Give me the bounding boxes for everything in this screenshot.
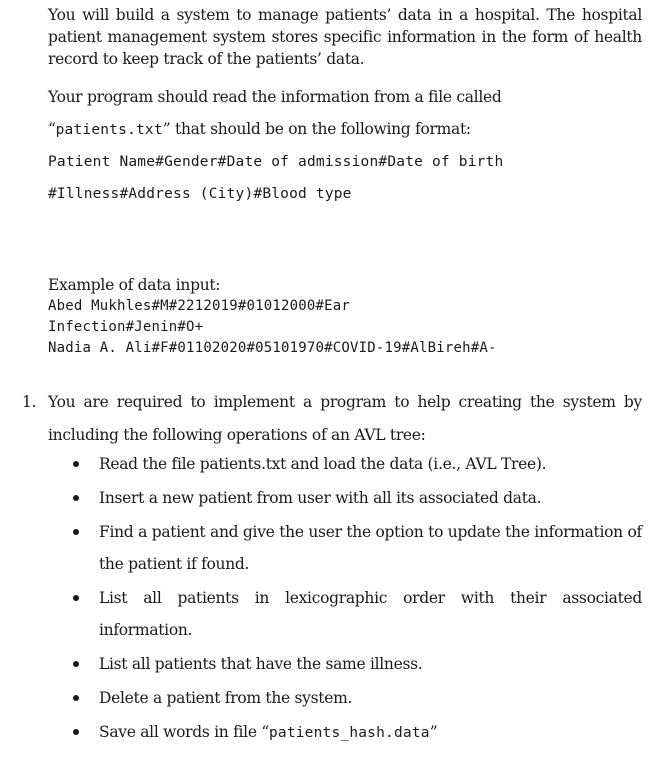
example-label: Example of data input: [48,276,221,294]
task-text: You are required to implement a program to help creating the system by including the following operations of an AVL tree: [48,393,642,444]
filename-instruction [48,120,471,138]
operation-text: List all patients in lexicographic order with their associated information. [99,589,642,639]
save-suffix: ” [429,723,438,741]
example-line-2: Infection#Jenin#O+ [48,319,204,335]
format-line-2: #Illness#Address (City)#Blood type [48,186,352,202]
operation-item-read-file [70,448,642,480]
operation-item-list-illness [70,648,642,680]
operation-item-list-all [70,582,642,646]
operation-item-insert [70,482,642,514]
example-line-1: Abed Mukhles#M#2212019#01012000#Ear [48,298,351,314]
example-block [48,275,497,359]
operation-item-find-update [70,516,642,580]
operation-text: List all patients that have the same illness. [99,655,423,673]
save-prefix: Save all words in file “ [99,723,269,741]
bullet-icon [73,695,79,701]
open-quote: “ [48,120,56,138]
bullet-icon [73,595,79,601]
read-instruction: Your program should read the information from a file called [48,88,502,106]
operation-text: Delete a patient from the system. [99,689,353,707]
bullet-icon [73,461,79,467]
operation-text: Insert a new patient from user with all its associated data. [99,489,542,507]
operation-item-save [70,716,642,749]
bullet-icon [73,495,79,501]
save-filename: patients_hash.data [268,725,430,741]
task-number: 1. [22,393,37,411]
intro-paragraph: You will build a system to manage patients’ data in a hospital. The hospital patient management system stores specific information in the form of health record to keep track of the patients’ data. [48,6,642,68]
bullet-icon [73,729,79,735]
bullet-icon [73,661,79,667]
bullet-icon [73,529,79,535]
example-line-3: Nadia A. Ali#F#01102020#05101970#COVID-19#AlBireh#A- [48,340,497,356]
operation-item-delete [70,682,642,714]
operations-list [70,448,642,751]
operation-text: Read the file patients.txt and load the data (i.e., AVL Tree). [99,455,547,473]
filename-instruction-rest: ” that should be on the following format: [162,120,471,138]
input-filename: patients.txt [55,122,163,138]
format-line-1: Patient Name#Gender#Date of admission#Date of birth [48,154,504,170]
operation-text: Find a patient and give the user the option to update the information of the patient if found. [99,523,642,573]
